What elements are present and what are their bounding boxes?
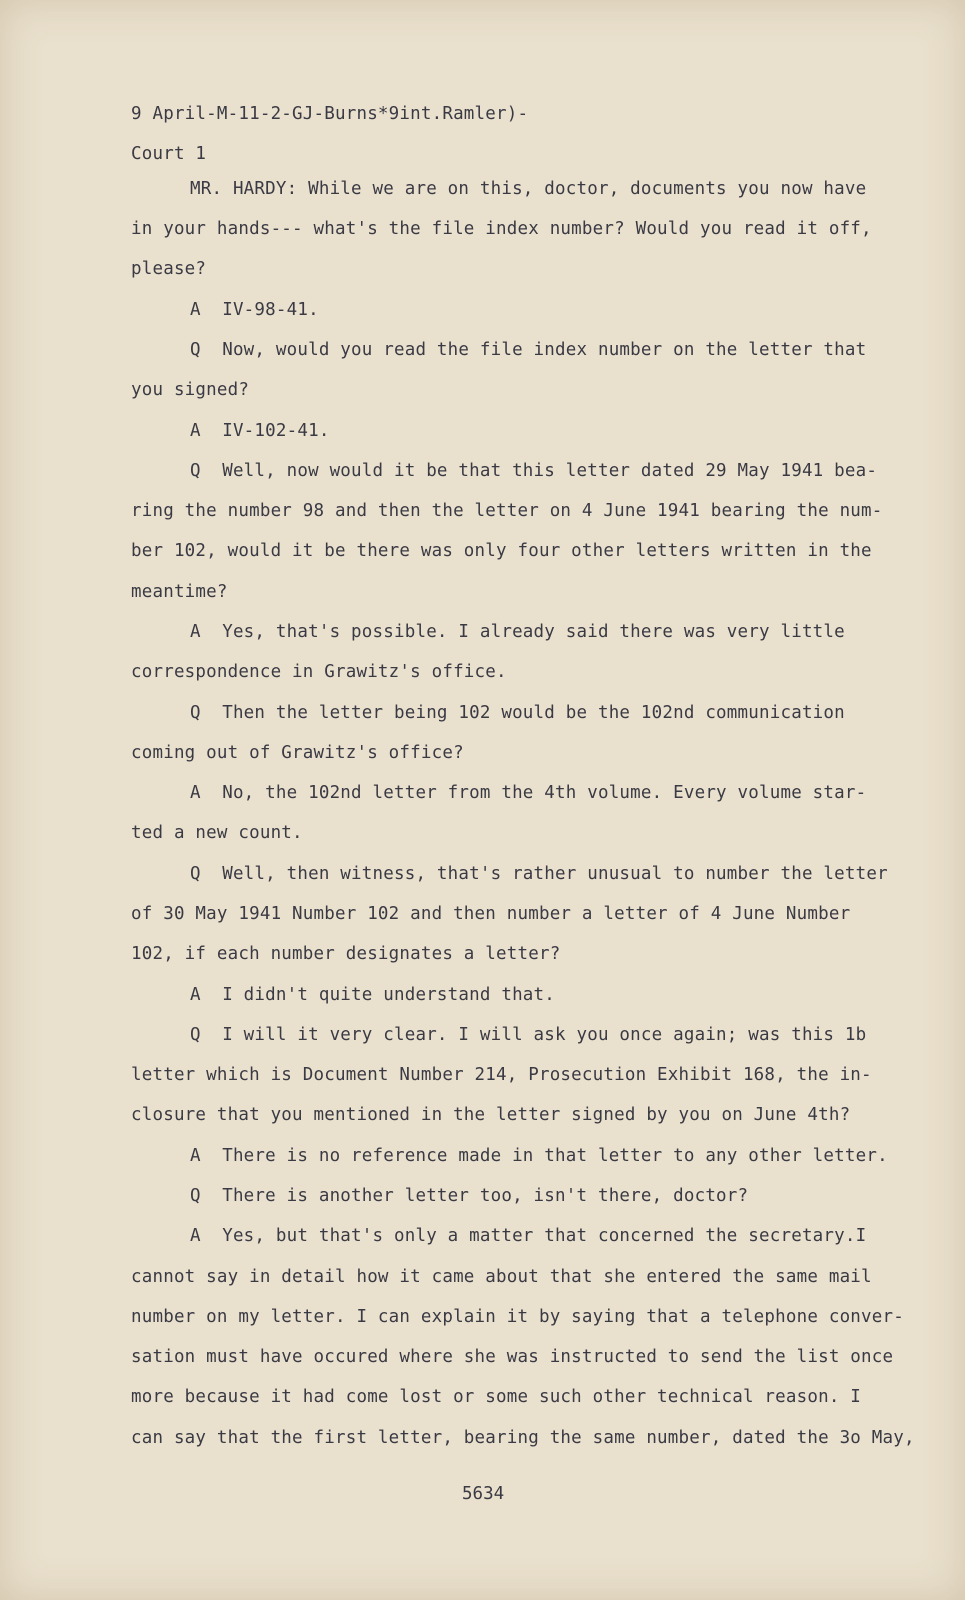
text-line: Q Then the letter being 102 would be the 102nd communication bbox=[190, 703, 845, 723]
text-line: A Yes, but that's only a matter that concerned the secretary.I bbox=[190, 1226, 867, 1246]
text-line: Q Now, would you read the file index number on the letter that bbox=[190, 340, 867, 360]
text-line: A IV-98-41. bbox=[190, 300, 319, 320]
text-line: MR. HARDY: While we are on this, doctor, documents you now have bbox=[190, 179, 867, 199]
text-line: Q I will it very clear. I will ask you once again; was this 1b bbox=[190, 1025, 867, 1045]
text-line: coming out of Grawitz's office? bbox=[131, 743, 464, 763]
text-line: A There is no reference made in that letter to any other letter. bbox=[190, 1146, 888, 1166]
text-line: number on my letter. I can explain it by saying that a telephone conver- bbox=[131, 1307, 904, 1327]
text-line: Q There is another letter too, isn't there, doctor? bbox=[190, 1186, 749, 1206]
text-line: ring the number 98 and then the letter on 4 June 1941 bearing the num- bbox=[131, 501, 883, 521]
text-line: ted a new count. bbox=[131, 823, 303, 843]
text-line: A I didn't quite understand that. bbox=[190, 985, 556, 1005]
header-line: 9 April-M-11-2-GJ-Burns*9int.Ramler)- bbox=[131, 104, 529, 124]
text-line: Q Well, then witness, that's rather unusual to number the letter bbox=[190, 864, 888, 884]
text-line: correspondence in Grawitz's office. bbox=[131, 662, 507, 682]
text-line: more because it had come lost or some such other technical reason. I bbox=[131, 1387, 862, 1407]
text-line: please? bbox=[131, 259, 207, 279]
text-line: sation must have occured where she was instructed to send the list once bbox=[131, 1347, 894, 1367]
text-line: of 30 May 1941 Number 102 and then number a letter of 4 June Number bbox=[131, 904, 851, 924]
text-line: A IV-102-41. bbox=[190, 421, 330, 441]
text-line: A No, the 102nd letter from the 4th volume. Every volume star- bbox=[190, 783, 867, 803]
text-line: ber 102, would it be there was only four other letters written in the bbox=[131, 541, 872, 561]
text-line: 102, if each number designates a letter? bbox=[131, 944, 561, 964]
text-line: A Yes, that's possible. I already said there was very little bbox=[190, 622, 845, 642]
text-line: letter which is Document Number 214, Prosecution Exhibit 168, the in- bbox=[131, 1065, 872, 1085]
text-line: closure that you mentioned in the letter signed by you on June 4th? bbox=[131, 1105, 851, 1125]
text-line: meantime? bbox=[131, 582, 228, 602]
text-line: Q Well, now would it be that this letter dated 29 May 1941 bea- bbox=[190, 461, 878, 481]
text-line: can say that the first letter, bearing the same number, dated the 3o May, bbox=[131, 1428, 915, 1448]
text-line: in your hands--- what's the file index number? Would you read it off, bbox=[131, 219, 872, 239]
text-line: cannot say in detail how it came about that she entered the same mail bbox=[131, 1267, 872, 1287]
text-line: you signed? bbox=[131, 380, 250, 400]
page-number: 5634 bbox=[462, 1484, 505, 1504]
court-label: Court 1 bbox=[131, 144, 207, 164]
